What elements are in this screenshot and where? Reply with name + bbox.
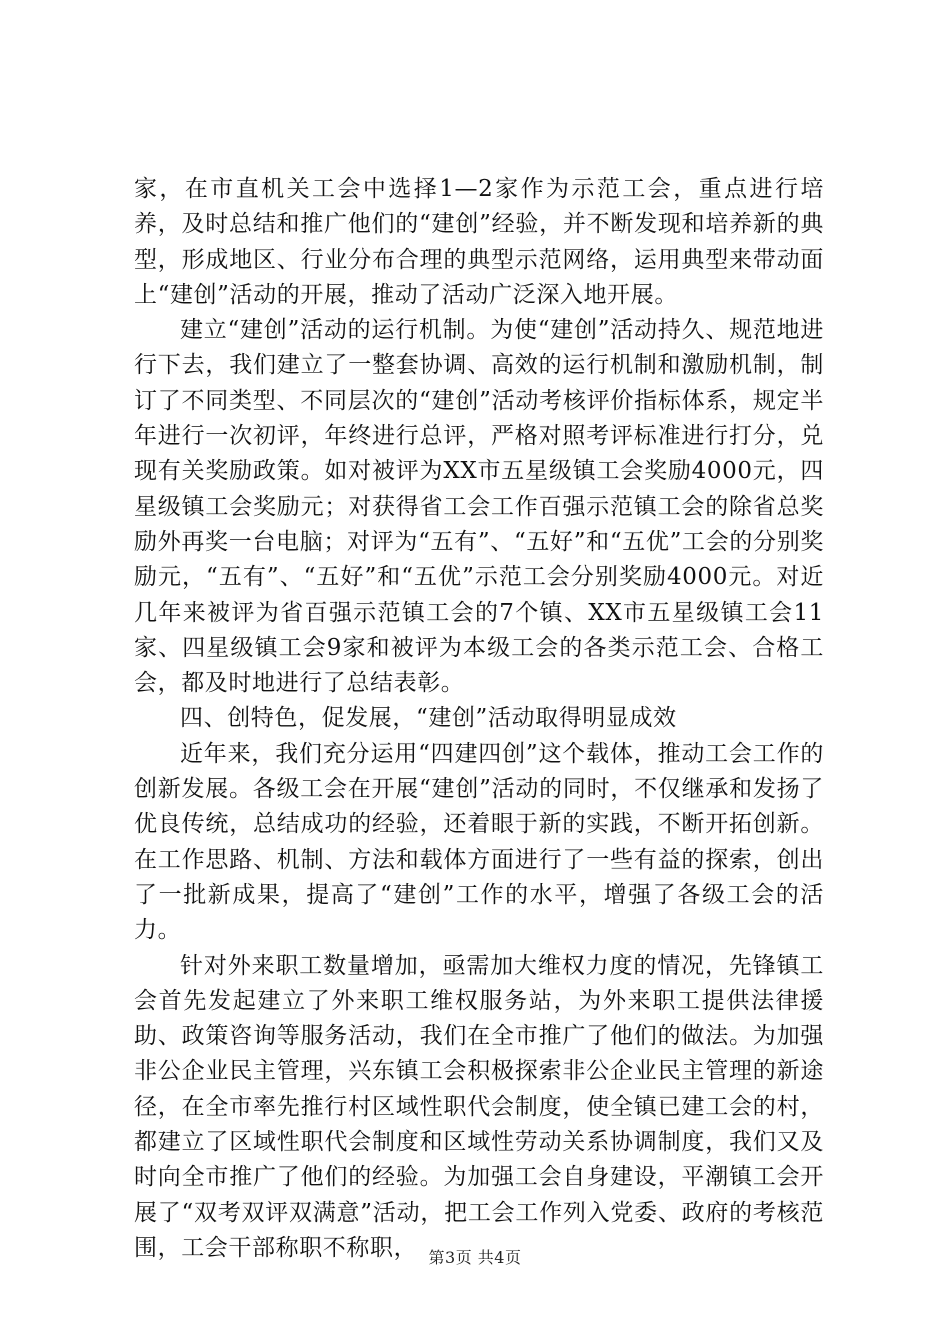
paragraph-operating-mechanism: 建立“建创”活动的运行机制。为使“建创”活动持久、规范地进行下去，我们建立了一整套协调、高效的运行机制和激励机制，制订了不同类型、不同层次的“建创”活动考核评价指标体系，规定半年进行一次初评，年终进行总评，严格对照考评标准进行打分，兑现有关奖励政策。如对被评为XX市五星级镇工会奖励4000元，四星级镇工会奖励元；对获得省工会工作百强示范镇工会的除省总奖励外再奖一台电脑；对评为“五有”、“五好”和“五优”工会的分别奖励元，“五有”、“五好”和“五优”示范工会分别奖励4000元。对近几年来被评为省百强示范镇工会的7个镇、XX市五星级镇工会11家、四星级镇工会9家和被评为本级工会的各类示范工会、合格工会，都及时地进行了总结表彰。 [134,317,824,697]
section-heading: 四、创特色，促发展，“建创”活动取得明显成效 [180,705,677,732]
paragraph-continuation: 家，在市直机关工会中选择1—2家作为示范工会，重点进行培养，及时总结和推广他们的“建创”经验，并不断发现和培养新的典型，形成地区、行业分布合理的典型示范网络，运用典型来带动面上“建创”活动的开展，推动了活动广泛深入地开展。 [134,176,824,308]
paragraph-migrant-workers: 针对外来职工数量增加，亟需加大维权力度的情况，先锋镇工会首先发起建立了外来职工维权服务站，为外来职工提供法律援助、政策咨询等服务活动，我们在全市推广了他们的做法。为加强非公企业民主管理，兴东镇工会积极探索非公企业民主管理的新途径，在全市率先推行村区域性职代会制度，使全镇已建工会的村，都建立了区域性职代会制度和区域性劳动关系协调制度，我们又及时向全市推广了他们的经验。为加强工会自身建设，平潮镇工会开展了“双考双评双满意”活动，把工会工作列入党委、政府的考核范围，工会干部称职不称职， [134,952,824,1261]
page-number-footer: 第3页 共4页 [428,1248,522,1267]
document-body [134,172,824,1266]
paragraph-recent-years: 近年来，我们充分运用“四建四创”这个载体，推动工会工作的创新发展。各级工会在开展“建创”活动的同时，不仅继承和发扬了优良传统，总结成功的经验，还着眼于新的实践，不断开拓创新。在工作思路、机制、方法和载体方面进行了一些有益的探索，创出了一批新成果，提高了“建创”工作的水平，增强了各级工会的活力。 [134,740,824,944]
